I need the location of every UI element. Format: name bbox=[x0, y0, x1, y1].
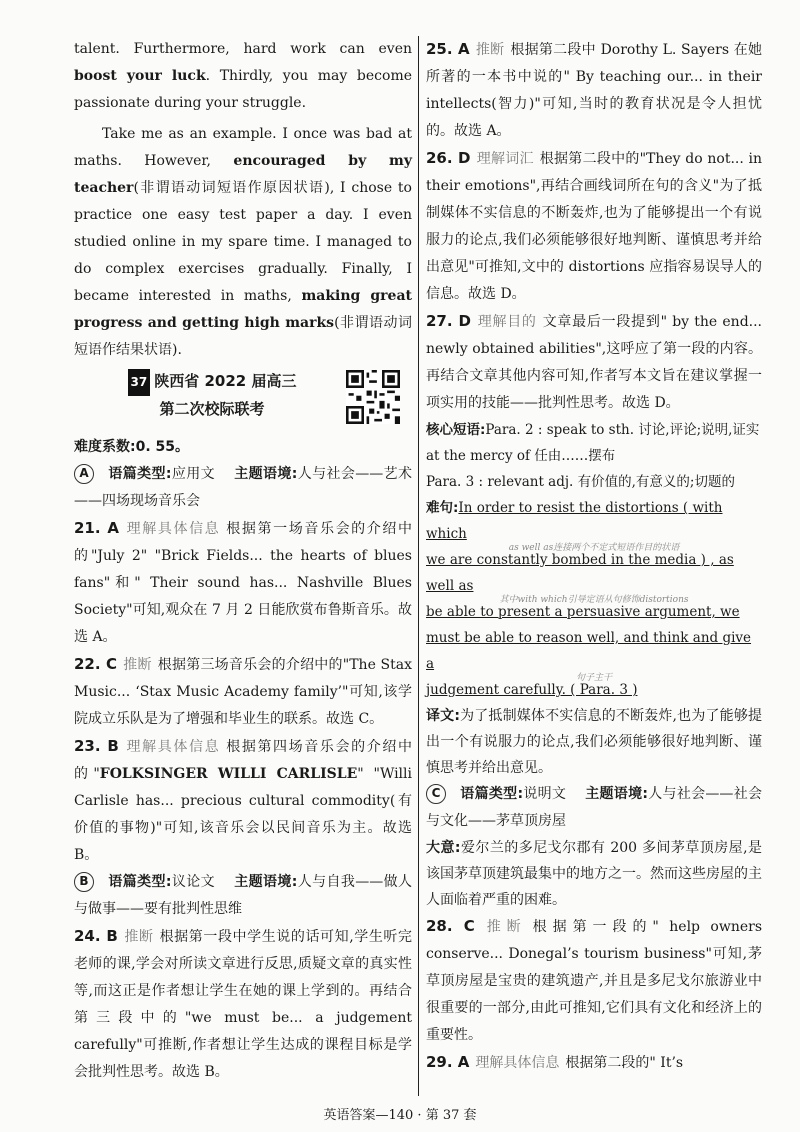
section-c-badge: C bbox=[426, 784, 446, 804]
handwritten-note-1: as well as连接两个不定式短语作目的状语 bbox=[508, 543, 680, 553]
main-idea: 大意:爱尔兰的多尼戈尔郡有 200 多间茅草顶房屋,是该国茅草顶建筑最集中的地方之一。然而这些房屋的主人面临着严重的困难。 bbox=[426, 840, 762, 908]
qr-code-icon[interactable] bbox=[346, 370, 400, 424]
right-column bbox=[426, 36, 787, 1077]
left-column bbox=[74, 36, 412, 1086]
essay-paragraph-1: talent. Furthermore, hard work can even boost your luck. Thirdly, you may become passionate during your struggle. bbox=[74, 41, 413, 111]
answer-21: 21. A 理解具体信息 根据第一场音乐会的介绍中的"July 2" "Brick Fields... the hearts of blues fans"和" Their sound has... Nashville Blues Society"可知,观众在 7 月 2 日能欣赏布鲁斯音乐。故选 A。 bbox=[74, 519, 413, 645]
answer-24: 24. B 推断 根据第一段中学生说的话可知,学生听完老师的课,学会对所读文章进行反思,质疑文章的真实性等,而这正是作者想让学生在她的课上学到的。再结合第三段中的"we must be... a judgement carefully"可推断,作者想让学生达成的课程目标是学会批判性思考。故选 B。 bbox=[74, 927, 413, 1080]
phrase-boost-your-luck: boost your luck bbox=[74, 68, 206, 84]
answer-22: 22. C 推断 根据第三场音乐会的介绍中的"The Stax Music... ‘Stax Music Academy family’"可知,该学院成立乐队是为了增强和毕业生的联系。故选 C。 bbox=[74, 655, 412, 727]
hard-sentence: 难句:In order to resist the distortions ( with which as well as连接两个不定式短语作目的状语 we are constantly bombed in the media ) , as well as 其中with which引导定语从句修饰distortions be able to present a persuasive argument, we must be able to reason well, and think and give a 句子主干 judgement carefully. ( Para. 3 ) bbox=[426, 495, 762, 703]
section-b-badge: B bbox=[74, 872, 94, 892]
core-phrases: 核心短语:Para. 2 : speak to sth. 讨论,评论;说明,证实 at the mercy of 任由……摆布 bbox=[426, 422, 787, 464]
answer-26: 26. D 理解词汇 根据第二段中的"They do not... in their emotions",再结合画线词所在句的含义"为了抵制媒体不实信息的不断轰炸,也为了能够提出一个有说服力的论点,我们必须能够很好地判断、谨慎思考并给出意见"可推知,文中的 distortions 应指容易误导人的信息。故选 D。 bbox=[426, 149, 763, 302]
section-c-info: C 语篇类型:说明文 主题语境:人与社会——社会与文化——茅草顶房屋 bbox=[426, 786, 762, 829]
section-a-badge: A bbox=[74, 464, 94, 484]
exam-header bbox=[74, 368, 412, 434]
difficulty: 难度系数:0. 55。 bbox=[74, 439, 190, 455]
column-divider bbox=[418, 36, 419, 1096]
answer-23: 23. B 理解具体信息 根据第四场音乐会的介绍中的"FOLKSINGER WILLI CARLISLE" "Willi Carlisle has... precious cultural commodity(有价值的事物)"可知,该音乐会以民间音乐为主。故选 B。 bbox=[74, 737, 413, 863]
essay-paragraph-2: Take me as an example. I once was bad at maths. However, encouraged by my teacher(非谓语动词短语作原因状语), I chose to practice one easy test paper a day. I even studied online in my spare time. I managed to do complex exercises gradually. Finally, I became interested in maths, making great progress and getting high marks(非谓语动词短语作结果状语). bbox=[74, 126, 412, 358]
core-phrases-para3: Para. 3 : relevant adj. 有价值的,有意义的;切题的 bbox=[426, 474, 735, 490]
translation: 译文:为了抵制媒体不实信息的不断轰炸,也为了能够提出一个有说服力的论点,我们必须能够很好地判断、谨慎思考并给出意见。 bbox=[426, 708, 762, 776]
exam-number: 37 bbox=[128, 369, 151, 396]
answer-27: 27. D 理解目的 文章最后一段提到" by the end... newly obtained abilities",这呼应了第一段的内容。再结合文章其他内容可知,作者写本文旨在建议掌握一项实用的技能——批判性思考。故选 D。 bbox=[426, 312, 763, 411]
exam-title: 37 陕西省 2022 届高三 第二次校际联考 bbox=[92, 368, 332, 423]
section-a-info: A 语篇类型:应用文 主题语境:人与社会——艺术——四场现场音乐会 bbox=[74, 466, 413, 509]
handwritten-note-2: 其中with which引导定语从句修饰distortions bbox=[499, 595, 689, 605]
section-b-info: B 语篇类型:议论文 主题语境:人与自我——做人与做事——要有批判性思维 bbox=[74, 874, 413, 917]
answer-29: 29. A 理解具体信息 根据第二段的" It’s bbox=[426, 1053, 684, 1071]
page-footer: 英语答案—140 · 第 37 套 bbox=[323, 1108, 477, 1123]
handwritten-note-3: 句子主干 bbox=[575, 673, 612, 683]
answer-25: 25. A 推断 根据第二段中 Dorothy L. Sayers 在她所著的一本书中说的" By teaching our... in their intellects(智力)"可知,当时的教育状况是令人担忧的。故选 A。 bbox=[426, 40, 763, 139]
answer-28: 28. C 推断 根据第一段的" help owners conserve... Donegal’s tourism business"可知,茅草顶房屋是宝贵的建筑遗产,并且是多尼戈尔旅游业中很重要的一部分,由此可推知,它们具有文化和经济上的重要性。 bbox=[426, 917, 763, 1043]
